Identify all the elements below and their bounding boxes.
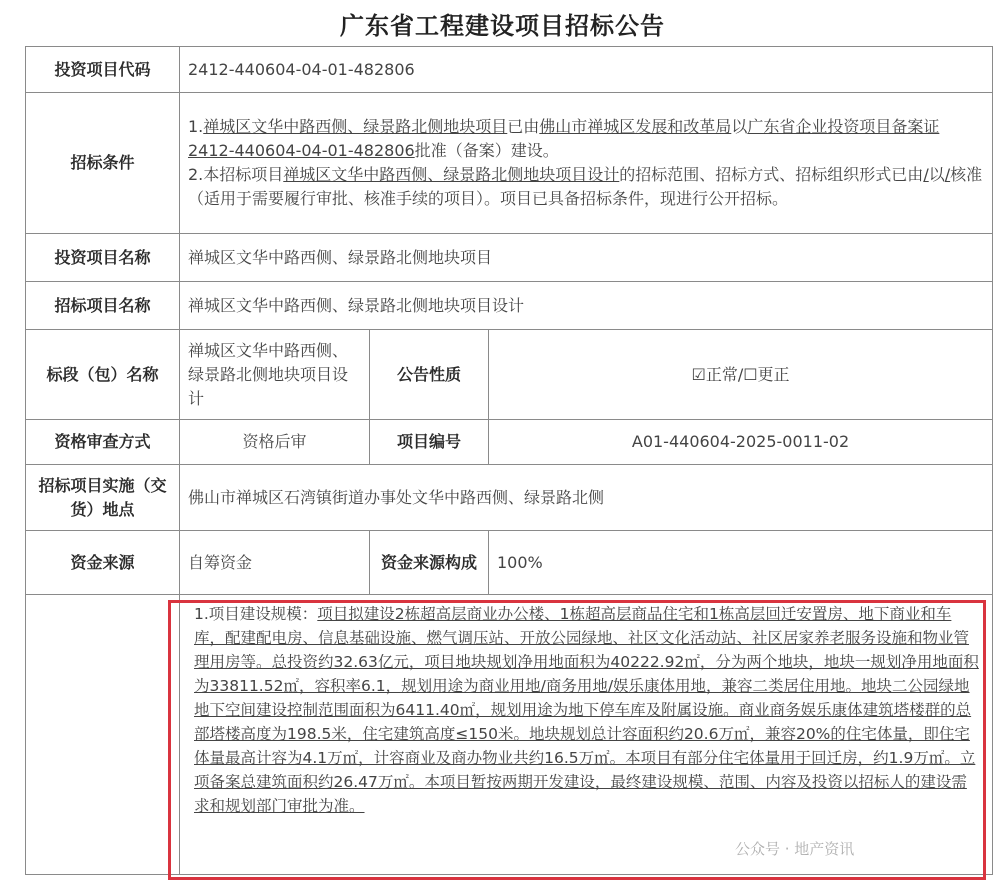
row-section [26, 330, 993, 420]
bid-name-value: 禅城区文华中路西侧、绿景路北侧地块项目设计 [180, 282, 993, 330]
announcement-table [25, 46, 993, 875]
row-location [26, 465, 993, 531]
row-investment-code [26, 47, 993, 93]
row-scale [26, 595, 993, 875]
funding-composition-label: 资金来源构成 [370, 531, 489, 595]
row-investment-name [26, 234, 993, 282]
scale-label-empty [26, 595, 180, 875]
section-value: 禅城区文华中路西侧、绿景路北侧地块项目设计 [180, 330, 370, 420]
location-value: 佛山市禅城区石湾镇街道办事处文华中路西侧、绿景路北侧 [180, 465, 993, 531]
investment-name-value: 禅城区文华中路西侧、绿景路北侧地块项目 [180, 234, 993, 282]
bid-name-label: 招标项目名称 [26, 282, 180, 330]
conditions-value: 1.禅城区文华中路西侧、绿景路北侧地块项目已由佛山市禅城区发展和改革局以广东省企业投资项目备案证2412-440604-04-01-482806批准（备案）建设。 2.本招标项目禅城区文华中路西侧、绿景路北侧地块项目设计的招标范围、招标方式、招标组织形式已由/以/核准（适用于需要履行审批、核准手续的项目）。项目已具备招标条件，现进行公开招标。 [180, 93, 993, 234]
qualification-value: 资格后审 [180, 420, 370, 465]
page-title: 广东省工程建设项目招标公告 [340, 12, 665, 40]
scale-value: 1.项目建设规模：项目拟建设2栋超高层商业办公楼、1栋超高层商品住宅和1栋高层回迁安置房、地下商业和车库，配建配电房、信息基础设施、燃气调压站、开放公园绿地、社区文化活动站、社区居家养老服务设施和物业管理用房等。总投资约32.63亿元，项目地块规划净用地面积为40222.92㎡，分为两个地块，地块一规划净用地面积为33811.52㎡，容积率6.1，规划用途为商业用地/商务用地/娱乐康体用地，兼容二类居住用地。地块二公园绿地地下空间建设控制范围面积为6411.40㎡，规划用途为地下停车库及附属设施。商业商务娱乐康体建筑塔楼群的总部塔楼高度为198.5米，住宅建筑高度≤150米。地块规划总计容面积约20.6万㎡，兼容20%的住宅体量，即住宅体量最高计容为4.1万㎡，计容商业及商办物业共约16.5万㎡。本项目有部分住宅体量用于回迁房，约1.9万㎡。立项备案总建筑面积约26.47万㎡。本项目暂按两期开发建设，最终建设规模、范围、内容及投资以招标人的建设需求和规划部门审批为准。 [180, 595, 993, 875]
project-number-value: A01-440604-2025-0011-02 [489, 420, 993, 465]
funding-composition-value: 100% [489, 531, 993, 595]
investment-code-label: 投资项目代码 [26, 47, 180, 93]
row-qualification [26, 420, 993, 465]
section-label: 标段（包）名称 [26, 330, 180, 420]
conditions-label: 招标条件 [26, 93, 180, 234]
funding-label: 资金来源 [26, 531, 180, 595]
row-bid-name [26, 282, 993, 330]
qualification-label: 资格审查方式 [26, 420, 180, 465]
project-number-label: 项目编号 [370, 420, 489, 465]
nature-value: ☑正常/☐更正 [489, 330, 993, 420]
watermark-text: 公众号 · 地产资讯 [735, 840, 855, 858]
location-label: 招标项目实施（交货）地点 [26, 465, 180, 531]
row-conditions [26, 93, 993, 234]
investment-name-label: 投资项目名称 [26, 234, 180, 282]
nature-label: 公告性质 [370, 330, 489, 420]
investment-code-value: 2412-440604-04-01-482806 [180, 47, 993, 93]
funding-value: 自筹资金 [180, 531, 370, 595]
row-funding [26, 531, 993, 595]
